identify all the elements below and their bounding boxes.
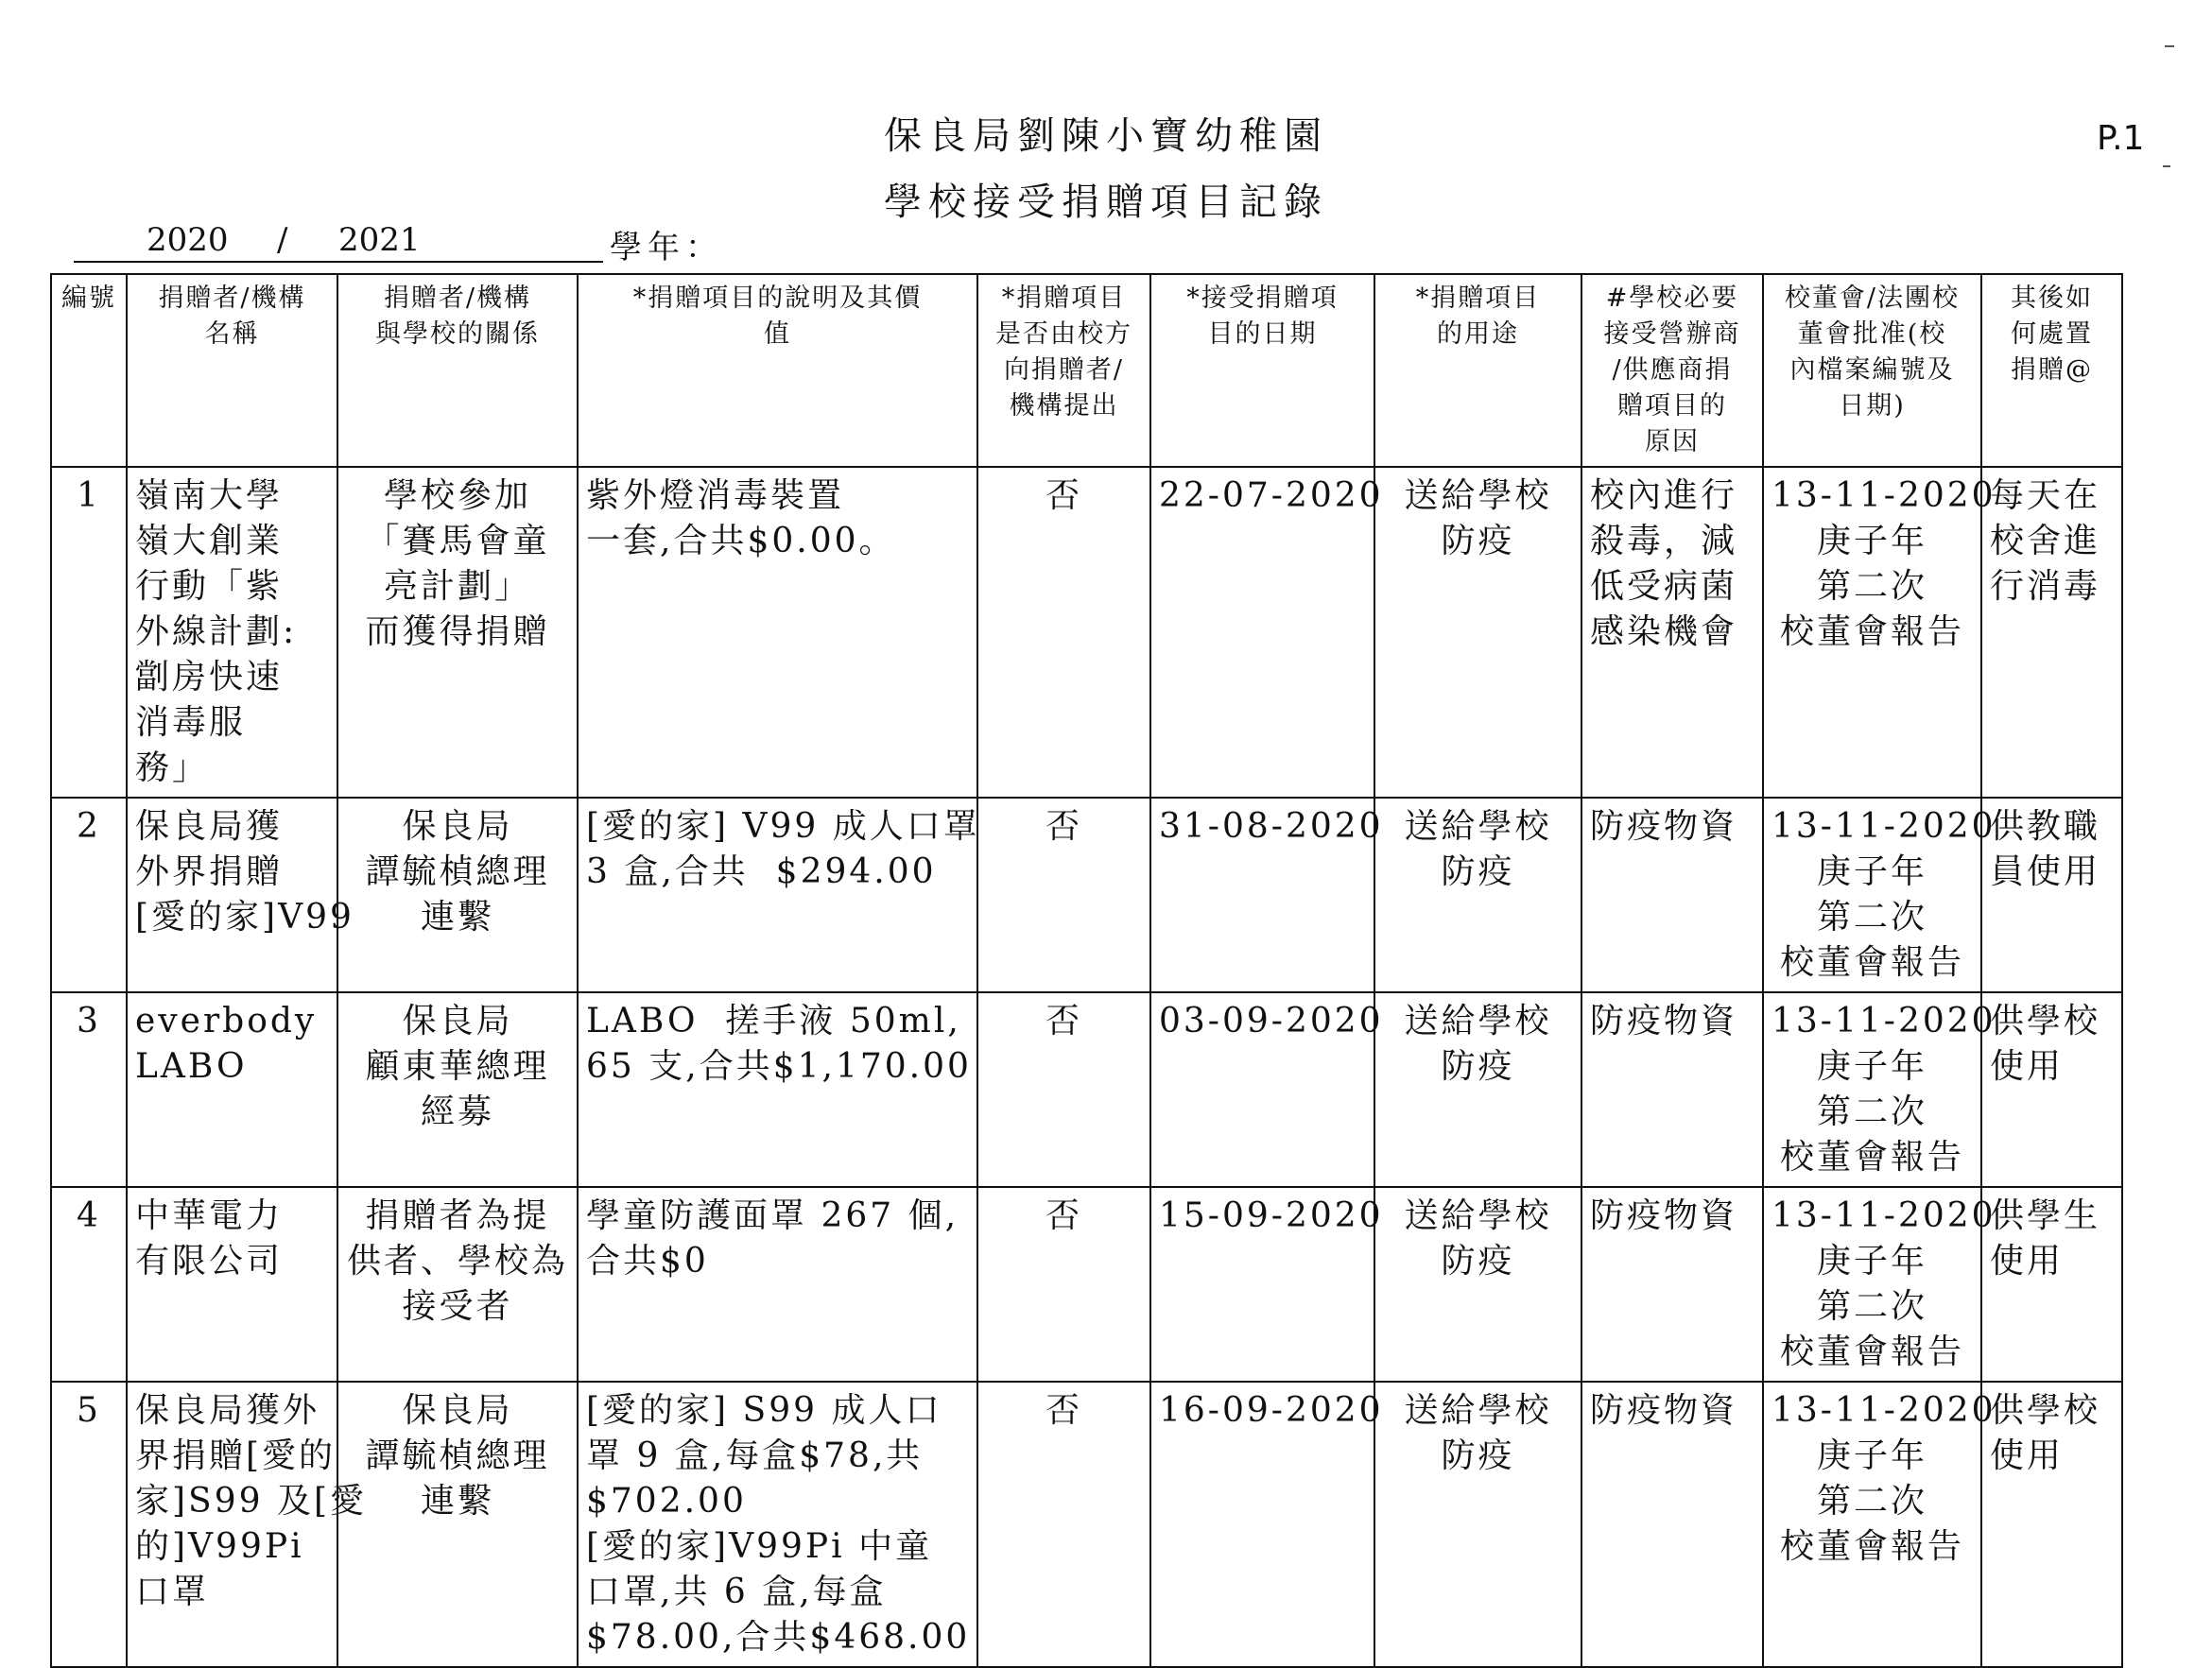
header-label: /供應商捐 <box>1612 355 1733 385</box>
acceptance-reason: 低受病菌 <box>1590 567 1738 606</box>
donor-relation: 供者、學校為 <box>346 1242 568 1281</box>
item-usage: 送給學校 <box>1404 1391 1552 1430</box>
item-usage-cell <box>1374 1187 1581 1382</box>
disposal-method: 每天在 <box>1990 476 2101 515</box>
header-label: 捐贈者/機構 <box>383 284 532 313</box>
donor-name: 中華電力 <box>135 1196 284 1235</box>
donor-relation: 連繫 <box>420 1482 494 1521</box>
header-label: 接受營辦商 <box>1603 319 1741 349</box>
row-number: 5 <box>77 1391 101 1430</box>
donor-relation: 顧東華總理 <box>365 1047 550 1086</box>
receipt-date: 03-09-2020 <box>1159 1002 1384 1040</box>
proposed-by-school: 否 <box>1045 807 1082 846</box>
board-approval: 13-11-2020 <box>1771 476 1996 515</box>
disposal-method: 供教職 <box>1990 807 2101 846</box>
board-approval: 校董會報告 <box>1779 612 1964 651</box>
disposal-method: 員使用 <box>1990 852 2101 891</box>
receipt-date-cell <box>1150 798 1384 992</box>
donor-name-cell <box>127 467 337 798</box>
donor-name: 嶺大創業 <box>135 522 284 560</box>
disposal-method-cell <box>1981 1382 2122 1667</box>
header-label: *捐贈項目 <box>1001 284 1127 313</box>
donor-relation: 譚毓楨總理 <box>365 1436 550 1475</box>
acceptance-reason: 防疫物資 <box>1590 1002 1738 1040</box>
header-cell <box>1763 274 1981 467</box>
receipt-date-cell <box>1150 467 1384 798</box>
donor-relation-cell <box>337 798 578 992</box>
row-number-cell <box>51 1382 127 1667</box>
item-description: 罩 9 盒,每盒$78,共 <box>586 1436 924 1475</box>
donor-name: 有限公司 <box>135 1242 284 1281</box>
scan-mark <box>2165 45 2174 47</box>
board-approval: 第二次 <box>1816 1482 1927 1521</box>
disposal-method-cell <box>1981 798 2122 992</box>
donor-relation: 保良局 <box>402 807 513 846</box>
item-usage: 防疫 <box>1441 852 1515 891</box>
donor-relation-cell <box>337 1382 578 1667</box>
row-number-cell <box>51 1187 127 1382</box>
header-row <box>51 274 2122 467</box>
document-title: 保良局劉陳小寶幼稚園 <box>884 114 1328 158</box>
item-description: $702.00 <box>586 1482 747 1521</box>
donor-relation: 而獲得捐贈 <box>365 612 550 651</box>
header-cell <box>1374 274 1581 467</box>
item-description: 3 盒,合共 $294.00 <box>586 852 937 891</box>
board-approval: 校董會報告 <box>1779 1527 1964 1566</box>
item-description: [愛的家] V99 成人口罩 <box>586 807 980 846</box>
proposed-by-school-cell <box>977 798 1150 992</box>
header-cell <box>977 274 1150 467</box>
donor-name-cell <box>127 992 337 1187</box>
item-description: 口罩,共 6 盒,每盒 <box>586 1573 887 1611</box>
donor-relation: 學校參加 <box>383 476 531 515</box>
header-label: 內檔案編號及 <box>1789 355 1955 385</box>
row-number: 4 <box>77 1196 101 1235</box>
row-number: 1 <box>77 476 101 515</box>
donor-name: 劏房快速 <box>135 658 284 696</box>
item-description: 一套,合共$0.00。 <box>586 522 896 560</box>
acceptance-reason-cell <box>1581 1382 1763 1667</box>
item-usage-cell <box>1374 467 1581 798</box>
donor-relation: 接受者 <box>402 1287 513 1326</box>
donor-name: 的]V99Pi <box>135 1527 304 1566</box>
header-label: *捐贈項目的說明及其價 <box>632 284 923 313</box>
header-label: *接受捐贈項 <box>1186 284 1339 313</box>
board-approval: 13-11-2020 <box>1771 1196 1996 1235</box>
donor-name: 保良局獲 <box>135 807 284 846</box>
acceptance-reason: 殺毒，減 <box>1590 522 1738 560</box>
board-approval: 校董會報告 <box>1779 1138 1964 1177</box>
acceptance-reason: 感染機會 <box>1590 612 1738 651</box>
proposed-by-school: 否 <box>1045 1002 1082 1040</box>
header-label: 何處置 <box>2011 319 2093 349</box>
header-label: *捐贈項目 <box>1415 284 1541 313</box>
board-approval-cell <box>1763 798 1996 992</box>
receipt-date: 15-09-2020 <box>1159 1196 1384 1235</box>
proposed-by-school-cell <box>977 992 1150 1187</box>
receipt-date: 31-08-2020 <box>1159 807 1384 846</box>
header-label: 校董會/法團校 <box>1784 284 1961 313</box>
donor-name: 保良局獲外 <box>135 1391 320 1430</box>
disposal-method-cell <box>1981 992 2122 1187</box>
donor-relation: 亮計劃」 <box>383 567 531 606</box>
table-row <box>51 1187 2122 1382</box>
header-label: 捐贈者/機構 <box>158 284 306 313</box>
proposed-by-school: 否 <box>1045 1196 1082 1235</box>
board-approval: 校董會報告 <box>1779 943 1964 982</box>
board-approval: 庚子年 <box>1816 522 1927 560</box>
header-cell <box>127 274 337 467</box>
donor-relation-cell <box>337 1187 578 1382</box>
donor-name: everbody <box>135 1002 318 1040</box>
item-description-cell <box>578 467 977 798</box>
disposal-method: 供學校 <box>1990 1002 2101 1040</box>
header-label: 機構提出 <box>1009 391 1119 421</box>
donor-name: 外界捐贈 <box>135 852 284 891</box>
item-usage: 送給學校 <box>1404 476 1552 515</box>
item-usage: 防疫 <box>1441 1436 1515 1475</box>
item-usage: 防疫 <box>1441 1242 1515 1281</box>
year-to: 2021 <box>338 221 421 259</box>
donor-name: 消毒服 <box>135 703 247 742</box>
item-description: 65 支,合共$1,170.00 <box>586 1047 972 1086</box>
header-label: 目的日期 <box>1207 319 1318 349</box>
table-row <box>51 992 2122 1187</box>
donor-relation: 捐贈者為提 <box>365 1196 550 1235</box>
table-row <box>51 1382 2122 1667</box>
header-label: 董會批准(校 <box>1797 319 1947 349</box>
page-number: P.1 <box>2097 119 2145 158</box>
board-approval: 第二次 <box>1816 898 1927 937</box>
disposal-method: 校舍進 <box>1990 522 2101 560</box>
donor-relation-cell <box>337 467 578 798</box>
receipt-date: 16-09-2020 <box>1159 1391 1384 1430</box>
board-approval-cell <box>1763 1382 1996 1667</box>
acceptance-reason: 防疫物資 <box>1590 1196 1738 1235</box>
table-row <box>51 467 2122 798</box>
donor-name: 行動「紫 <box>135 567 284 606</box>
year-separator: / <box>277 221 288 259</box>
receipt-date-cell <box>1150 992 1384 1187</box>
row-number: 2 <box>77 807 101 846</box>
header-label: 名稱 <box>204 319 260 349</box>
proposed-by-school: 否 <box>1045 476 1082 515</box>
board-approval-cell <box>1763 1187 1996 1382</box>
board-approval: 第二次 <box>1816 1287 1927 1326</box>
header-cell <box>578 274 977 467</box>
item-description: $78.00,合共$468.00 <box>586 1618 971 1657</box>
header-label: 其後如 <box>2011 284 2093 313</box>
disposal-method: 使用 <box>1990 1436 2065 1475</box>
disposal-method: 供學生 <box>1990 1196 2101 1235</box>
header-label: 贈項目的 <box>1617 391 1727 421</box>
item-description: 紫外燈消毒裝置 <box>586 476 845 515</box>
receipt-date-cell <box>1150 1187 1384 1382</box>
disposal-method: 使用 <box>1990 1047 2065 1086</box>
donor-name: 外線計劃: <box>135 612 298 651</box>
row-number-cell <box>51 798 127 992</box>
board-approval: 庚子年 <box>1816 852 1927 891</box>
acceptance-reason: 防疫物資 <box>1590 807 1738 846</box>
item-usage: 防疫 <box>1441 522 1515 560</box>
row-number-cell <box>51 992 127 1187</box>
donor-name-cell <box>127 1382 368 1667</box>
donor-name: 界捐贈[愛的 <box>135 1436 337 1475</box>
board-approval: 庚子年 <box>1816 1436 1927 1475</box>
row-number-cell <box>51 467 127 798</box>
header-cell <box>1981 274 2122 467</box>
donor-relation: 譚毓楨總理 <box>365 852 550 891</box>
board-approval-cell <box>1763 467 1996 798</box>
disposal-method: 供學校 <box>1990 1391 2101 1430</box>
table-row <box>51 798 2122 992</box>
item-description-cell <box>578 1187 977 1382</box>
header-cell <box>1150 274 1374 467</box>
header-label: 是否由校方 <box>995 319 1132 349</box>
board-approval: 庚子年 <box>1816 1242 1927 1281</box>
board-approval: 13-11-2020 <box>1771 1002 1996 1040</box>
item-description: 學童防護面罩 267 個, <box>586 1196 959 1235</box>
year-from: 2020 <box>147 221 229 259</box>
header-label: 的用途 <box>1437 319 1519 349</box>
board-approval: 校董會報告 <box>1779 1333 1964 1371</box>
header-cell <box>1581 274 1763 467</box>
donor-relation: 「賽馬會童 <box>365 522 550 560</box>
donor-relation: 保良局 <box>402 1391 513 1430</box>
item-usage-cell <box>1374 798 1581 992</box>
document-subtitle: 學校接受捐贈項目記錄 <box>884 181 1328 224</box>
donor-relation: 保良局 <box>402 1002 513 1040</box>
item-description: [愛的家] S99 成人口 <box>586 1391 942 1430</box>
receipt-date-cell <box>1150 1382 1384 1667</box>
disposal-method-cell <box>1981 467 2122 798</box>
donor-relation-cell <box>337 992 578 1187</box>
donor-relation: 經募 <box>420 1092 494 1131</box>
disposal-method: 使用 <box>1990 1242 2065 1281</box>
disposal-method-cell <box>1981 1187 2122 1382</box>
item-usage-cell <box>1374 992 1581 1187</box>
item-usage: 防疫 <box>1441 1047 1515 1086</box>
header-label: 向捐贈者/ <box>1003 355 1125 385</box>
board-approval: 13-11-2020 <box>1771 1391 1996 1430</box>
year-underline <box>74 261 603 263</box>
item-usage: 送給學校 <box>1404 1002 1552 1040</box>
item-usage: 送給學校 <box>1404 807 1552 846</box>
row-number: 3 <box>77 1002 101 1040</box>
donor-name: 口罩 <box>135 1573 210 1611</box>
donor-name: 嶺南大學 <box>135 476 284 515</box>
item-description: [愛的家]V99Pi 中童 <box>586 1527 933 1566</box>
disposal-method: 行消毒 <box>1990 567 2101 606</box>
acceptance-reason-cell <box>1581 798 1763 992</box>
item-description-cell <box>578 992 977 1187</box>
header-label: 捐贈@ <box>2011 355 2093 385</box>
donor-relation: 連繫 <box>420 898 494 937</box>
board-approval: 庚子年 <box>1816 1047 1927 1086</box>
header-label: 與學校的關係 <box>375 319 540 349</box>
header-label: 原因 <box>1645 427 1700 456</box>
year-label: 學年： <box>610 229 723 267</box>
header-cell <box>51 274 127 467</box>
acceptance-reason-cell <box>1581 992 1763 1187</box>
header-label: 編號 <box>61 284 116 313</box>
acceptance-reason: 校內進行 <box>1590 476 1738 515</box>
board-approval-cell <box>1763 992 1996 1187</box>
receipt-date: 22-07-2020 <box>1159 476 1384 515</box>
board-approval: 13-11-2020 <box>1771 807 1996 846</box>
board-approval: 第二次 <box>1816 567 1927 606</box>
acceptance-reason-cell <box>1581 1187 1763 1382</box>
header-label: 值 <box>764 319 791 349</box>
scan-mark <box>2163 165 2170 167</box>
item-description: LABO 搓手液 50ml, <box>586 1002 961 1040</box>
item-usage: 送給學校 <box>1404 1196 1552 1235</box>
donor-name: 務」 <box>135 748 210 787</box>
board-approval: 第二次 <box>1816 1092 1927 1131</box>
acceptance-reason-cell <box>1581 467 1763 798</box>
donor-name-cell <box>127 1187 337 1382</box>
proposed-by-school-cell <box>977 467 1150 798</box>
donor-name-cell <box>127 798 354 992</box>
donation-record-table <box>50 273 2123 1668</box>
item-description-cell <box>578 1382 977 1667</box>
proposed-by-school-cell <box>977 1382 1150 1667</box>
donor-name: LABO <box>135 1047 248 1086</box>
acceptance-reason: 防疫物資 <box>1590 1391 1738 1430</box>
proposed-by-school: 否 <box>1045 1391 1082 1430</box>
item-description-cell <box>578 798 980 992</box>
header-cell <box>337 274 578 467</box>
header-label: #學校必要 <box>1605 284 1739 313</box>
header-label: 日期) <box>1839 391 1906 421</box>
item-usage-cell <box>1374 1382 1581 1667</box>
proposed-by-school-cell <box>977 1187 1150 1382</box>
donor-name: 家]S99 及[愛 <box>135 1482 368 1521</box>
donor-name: [愛的家]V99 <box>135 898 354 937</box>
item-description: 合共$0 <box>586 1242 709 1281</box>
